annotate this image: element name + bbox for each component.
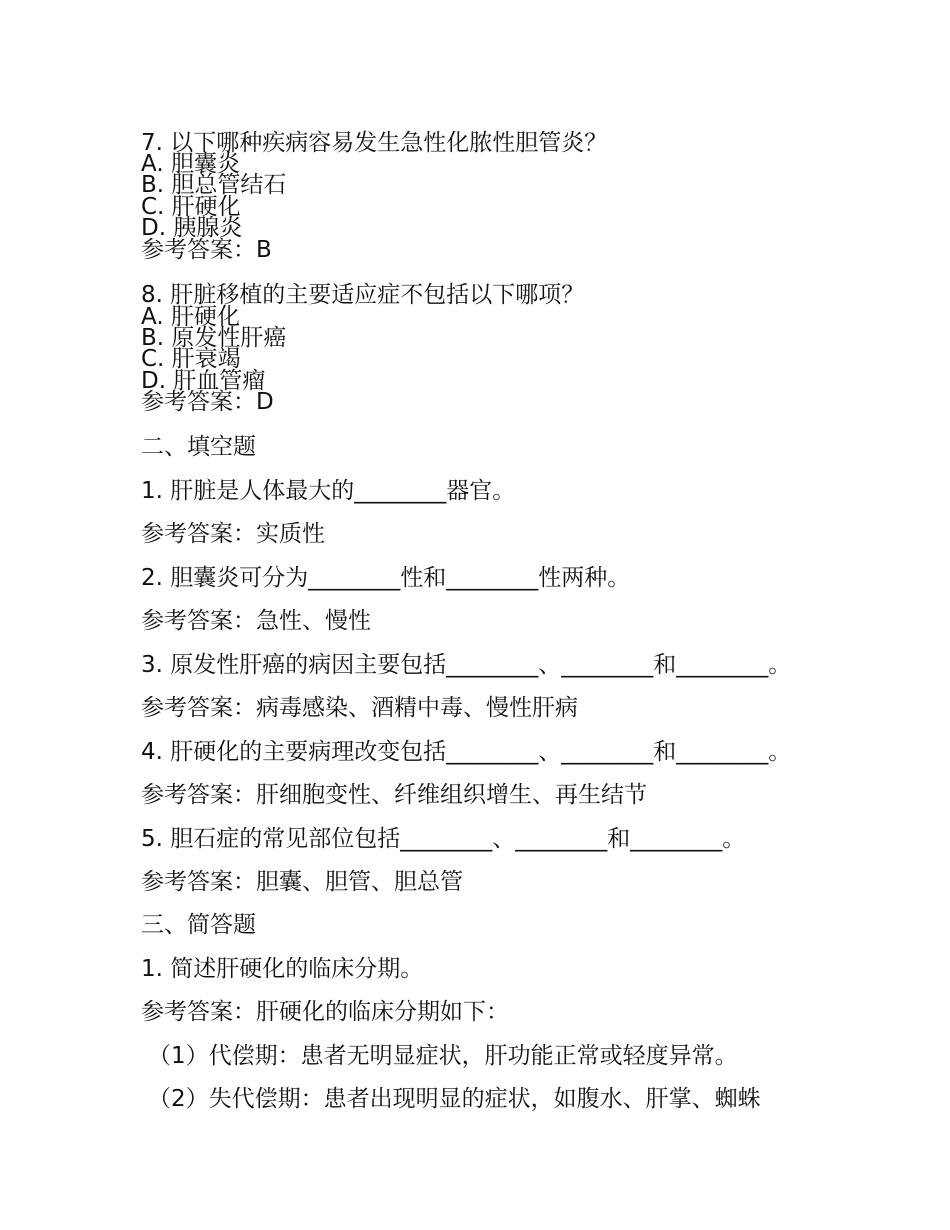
- fill-question: 5. 胆石症的常见部位包括________、________和________。: [141, 826, 746, 852]
- q7-option-c: C. 肝硬化: [141, 194, 241, 220]
- short-q1-question: 1. 简述肝硬化的临床分期。: [141, 956, 424, 982]
- fill-question: 3. 原发性肝癌的病因主要包括________、________和________。: [141, 652, 792, 678]
- fill-answer: 参考答案：胆囊、胆管、胆总管: [141, 869, 463, 895]
- q8-question: 8. 肝脏移植的主要适应症不包括以下哪项？: [141, 282, 585, 308]
- short-q1-point: （2）失代偿期：患者出现明显的症状，如腹水、肝掌、蜘蛛: [148, 1086, 761, 1112]
- fill-answer: 参考答案：肝细胞变性、纤维组织增生、再生结节: [141, 782, 647, 808]
- fill-question: 2. 胆囊炎可分为________性和________性两种。: [141, 565, 631, 591]
- q8-answer: 参考答案：D: [141, 389, 274, 415]
- fill-heading: 二、填空题: [141, 434, 256, 460]
- q8-option-c: C. 肝衰竭: [141, 346, 241, 372]
- fill-answer: 参考答案：急性、慢性: [141, 608, 371, 634]
- q7-option-d: D. 胰腺炎: [141, 215, 243, 241]
- short-q1-point: （1）代偿期：患者无明显症状，肝功能正常或轻度异常。: [148, 1043, 738, 1069]
- q7-option-b: B. 胆总管结石: [141, 172, 287, 198]
- q7-option-a: A. 胆囊炎: [141, 151, 240, 177]
- q8-option-b: B. 原发性肝癌: [141, 325, 287, 351]
- q8-option-a: A. 肝硬化: [141, 304, 240, 330]
- q7-question: 7. 以下哪种疾病容易发生急性化脓性胆管炎？: [141, 130, 608, 156]
- q7-answer: 参考答案：B: [141, 237, 272, 263]
- fill-question: 4. 肝硬化的主要病理改变包括________、________和________。: [141, 739, 792, 765]
- fill-answer: 参考答案：实质性: [141, 521, 325, 547]
- short-q1-answer: 参考答案：肝硬化的临床分期如下：: [141, 999, 509, 1025]
- fill-answer: 参考答案：病毒感染、酒精中毒、慢性肝病: [141, 695, 578, 721]
- short-heading: 三、简答题: [141, 912, 256, 938]
- q8-option-d: D. 肝血管瘤: [141, 368, 266, 394]
- fill-question: 1. 肝脏是人体最大的________器官。: [141, 478, 516, 504]
